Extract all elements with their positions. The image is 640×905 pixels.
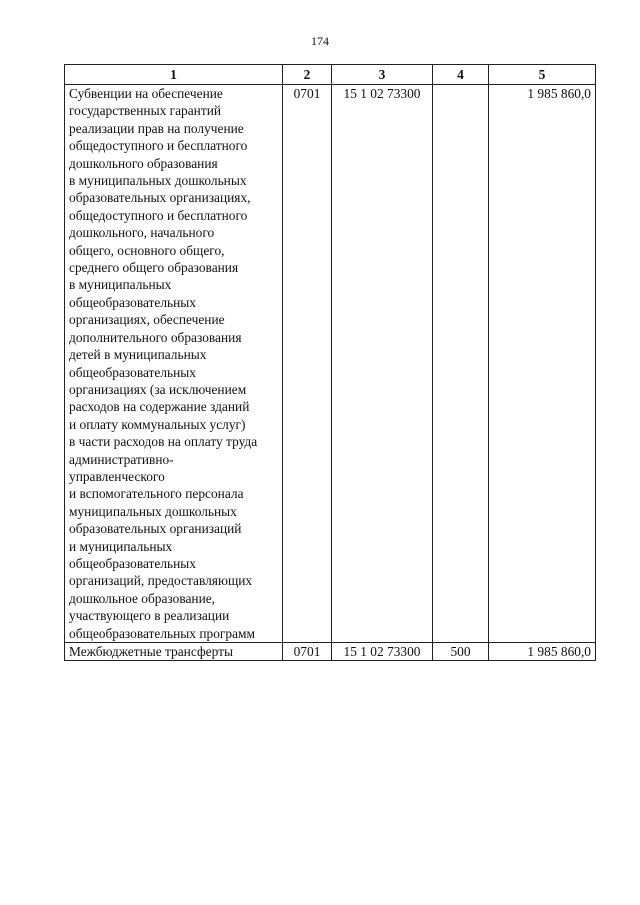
expense-type-cell: 500	[433, 643, 489, 661]
row-name-cell	[65, 643, 283, 661]
section-code-cell: 0701	[283, 85, 332, 643]
table-row	[65, 643, 596, 661]
page-number: 174	[311, 34, 329, 48]
header-col-4: 4	[433, 65, 489, 85]
expense-type-cell	[433, 85, 489, 643]
row-name-line: управленческого	[69, 468, 165, 484]
row-name-line: участвующего в реализации	[69, 608, 230, 624]
row-name-line: Субвенции на обеспечение	[69, 86, 223, 101]
row-name-line: Межбюджетные трансферты	[69, 644, 233, 659]
row-name-line: общедоступного и бесплатного	[69, 207, 248, 223]
amount-cell: 1 985 860,0	[489, 643, 596, 661]
table-row	[65, 85, 596, 643]
header-col-2: 2	[283, 65, 332, 85]
row-name-line: и муниципальных	[69, 538, 173, 554]
row-name-line: общеобразовательных	[69, 294, 197, 310]
row-name-line: общего, основного общего,	[69, 242, 225, 258]
row-name-line: общеобразовательных	[69, 555, 197, 571]
row-name-line: дошкольного, начального	[69, 225, 215, 241]
amount-cell: 1 985 860,0	[489, 85, 596, 643]
row-name-line: общеобразовательных	[69, 364, 197, 380]
row-name-line: реализации прав на получение	[69, 120, 244, 136]
header-row	[65, 65, 596, 85]
row-name-line: административно-	[69, 451, 174, 467]
row-name-line: в части расходов на оплату труда	[69, 434, 258, 450]
section-code-cell: 0701	[283, 643, 332, 661]
row-name-cell	[65, 85, 283, 643]
row-name-line: образовательных организациях,	[69, 190, 251, 206]
row-name-line: муниципальных дошкольных	[69, 503, 237, 519]
row-name-line: организаций, предоставляющих	[69, 573, 253, 589]
header-col-3: 3	[332, 65, 433, 85]
target-article-cell: 15 1 02 73300	[332, 643, 433, 661]
row-name-line: государственных гарантий	[69, 103, 222, 119]
row-name-line: и оплату коммунальных услуг)	[69, 416, 246, 432]
row-name-line: организациях (за исключением	[69, 381, 247, 397]
row-name-line: общедоступного и бесплатного	[69, 138, 248, 154]
row-name-line: образовательных организаций	[69, 521, 242, 537]
row-name-line: среднего общего образования	[69, 260, 239, 276]
row-name-line: дополнительного образования	[69, 329, 242, 345]
row-name-line: детей в муниципальных	[69, 347, 207, 363]
target-article-cell: 15 1 02 73300	[332, 85, 433, 643]
row-name-line: в муниципальных дошкольных	[69, 173, 247, 189]
row-name-line: и вспомогательного персонала	[69, 486, 244, 502]
row-name-line: дошкольное образование,	[69, 590, 216, 606]
row-name-line: общеобразовательных программ	[69, 625, 255, 641]
header-col-5: 5	[489, 65, 596, 85]
row-name-line: в муниципальных	[69, 277, 172, 293]
header-col-1: 1	[65, 65, 283, 85]
row-name-line: дошкольного образования	[69, 155, 218, 171]
row-name-line: организациях, обеспечение	[69, 312, 225, 328]
row-name-line: расходов на содержание зданий	[69, 399, 250, 415]
budget-table	[64, 64, 596, 661]
